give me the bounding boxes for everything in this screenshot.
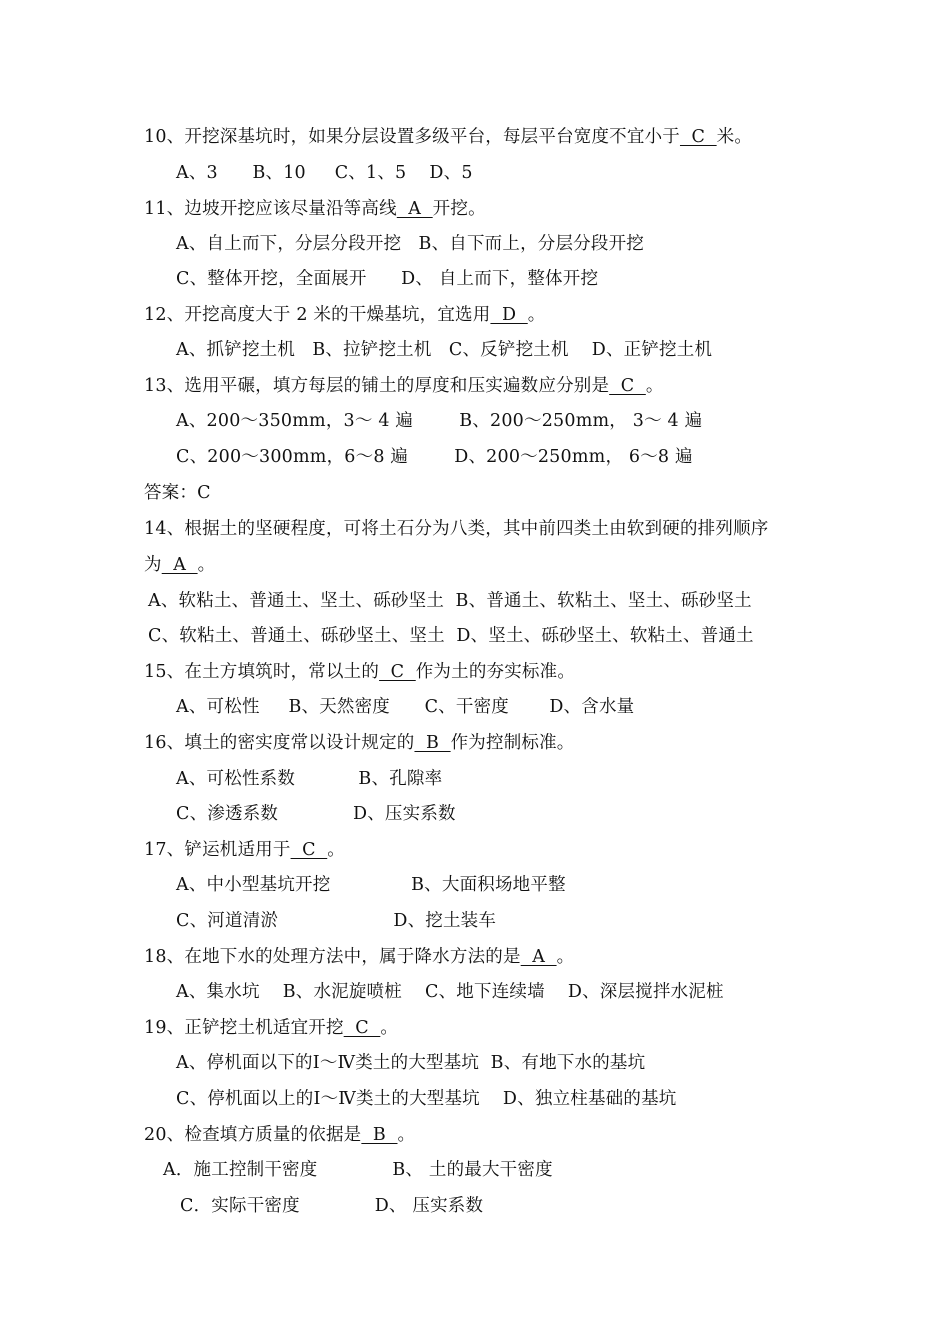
option-line: C、渗透系数 D、压实系数: [176, 804, 456, 824]
answer-blank: C: [609, 376, 646, 396]
question-line: [144, 374, 664, 398]
question-line: [144, 838, 345, 862]
question-text: 14、根据土的坚硬程度，可将土石分为八类，其中前四类土由软到硬的排列顺序: [144, 519, 769, 539]
question-line: [144, 731, 575, 755]
answer-blank: B: [361, 1125, 398, 1145]
question-suffix: 作为土的夯实标准。: [415, 662, 576, 682]
option-line: A．施工控制干密度 B、 土的最大干密度: [163, 1160, 553, 1180]
question-text: 10、开挖深基坑时，如果分层设置多级平台，每层平台宽度不宜小于: [144, 127, 680, 147]
option-line: A、3 B、10 C、1、5 D、5: [176, 163, 473, 183]
option-line: C、河道清淤 D、挖土装车: [176, 911, 497, 931]
question-line: [144, 945, 574, 969]
option-line: A、可松性 B、天然密度 C、干密度 D、含水量: [176, 697, 635, 717]
question-suffix: 。: [645, 376, 664, 396]
option-line: C、停机面以上的Ⅰ～Ⅳ类土的大型基坑 D、独立柱基础的基坑: [176, 1089, 677, 1109]
answer-blank: A: [520, 947, 557, 967]
answer-blank: D: [490, 305, 528, 325]
option-line: C、软粘土、普通土、砾砂坚土、坚土 D、坚土、砾砂坚土、软粘土、普通土: [148, 626, 754, 646]
option-line: A、200～350mm，3～ 4 遍 B、200～250mm， 3～ 4 遍: [176, 411, 703, 431]
question-suffix: 。: [556, 947, 575, 967]
option-line: A、中小型基坑开挖 B、大面积场地平整: [176, 875, 566, 895]
option-line: A、停机面以下的Ⅰ～Ⅳ类土的大型基坑 B、有地下水的基坑: [176, 1053, 646, 1073]
question-line: [144, 197, 486, 221]
option-line: C、整体开挖，全面展开 D、 自上而下，整体开挖: [176, 269, 599, 289]
answer-blank: C: [290, 840, 328, 860]
answer-blank: A: [396, 199, 433, 219]
question-suffix: 。: [327, 840, 345, 860]
question-text: 答案：C: [144, 483, 211, 503]
question-text: 15、在土方填筑时，常以土的: [144, 662, 380, 682]
question-text: 16、填土的密实度常以设计规定的: [144, 733, 415, 753]
question-suffix: 作为控制标准。: [450, 733, 575, 753]
question-suffix: 。: [380, 1018, 399, 1038]
option-line: A、集水坑 B、水泥旋喷桩 C、地下连续墙 D、深层搅拌水泥桩: [176, 982, 724, 1002]
question-text: 12、开挖高度大于 2 米的干燥基坑，宜选用: [144, 305, 491, 325]
option-line: A、抓铲挖土机 B、拉铲挖土机 C、反铲挖土机 D、正铲挖土机: [176, 340, 713, 360]
answer-blank: C: [379, 662, 416, 682]
question-line: [144, 660, 575, 684]
question-text: 17、铲运机适用于: [144, 840, 291, 860]
question-line: [144, 553, 215, 577]
question-suffix: 。: [197, 555, 216, 575]
question-text: 11、边坡开挖应该尽量沿等高线: [144, 199, 397, 219]
question-line: [144, 125, 752, 149]
question-text: 13、选用平碾，填方每层的铺土的厚度和压实遍数应分别是: [144, 376, 610, 396]
question-text: 为: [144, 555, 162, 575]
question-line: [144, 517, 768, 541]
option-line: A、可松性系数 B、孔隙率: [176, 769, 443, 789]
option-line: A、软粘土、普通土、坚土、砾砂坚土 B、普通土、软粘土、坚土、砾砂坚土: [148, 591, 752, 611]
answer-blank: C: [343, 1018, 381, 1038]
option-line: C．实际干密度 D、 压实系数: [180, 1196, 484, 1216]
answer-blank: B: [414, 733, 451, 753]
question-suffix: 。: [527, 305, 546, 325]
question-text: 20、检查填方质量的依据是: [144, 1125, 362, 1145]
question-text: 19、正铲挖土机适宜开挖: [144, 1018, 344, 1038]
question-line: [144, 481, 211, 505]
question-suffix: 开挖。: [432, 199, 486, 219]
question-suffix: 。: [397, 1125, 416, 1145]
question-line: [144, 1123, 415, 1147]
question-line: [144, 303, 545, 327]
option-line: A、自上而下，分层分段开挖 B、自下而上，分层分段开挖: [176, 234, 644, 254]
answer-blank: A: [161, 555, 198, 575]
answer-blank: C: [679, 127, 717, 147]
question-text: 18、在地下水的处理方法中，属于降水方法的是: [144, 947, 521, 967]
question-line: [144, 1016, 398, 1040]
question-suffix: 米。: [716, 127, 753, 147]
option-line: C、200～300mm，6～8 遍 D、200～250mm， 6～8 遍: [176, 447, 693, 467]
